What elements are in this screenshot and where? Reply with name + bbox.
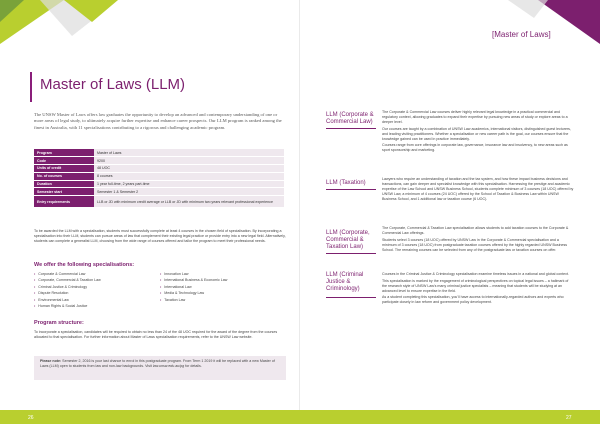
table-value: Master of Laws <box>94 149 284 157</box>
program-info-table <box>34 149 284 208</box>
section-rule <box>326 297 376 298</box>
section-text-criminal-justice <box>382 272 574 307</box>
table-key: Duration <box>34 180 94 188</box>
note-box <box>34 356 286 380</box>
note-end: for details. <box>184 364 202 368</box>
page-title: Master of Laws (LLM) <box>40 76 186 93</box>
title-accent-bar <box>30 72 32 102</box>
list-item: • International Law <box>160 284 227 290</box>
list-item: • Innovation Law <box>160 271 227 277</box>
corner-triangles-decoration <box>0 0 140 60</box>
paragraph: Students select 3 courses (18 UOC) offered by UNSW Law in the Corporate & Commercial specialisation and a minimum of 3 courses (18 UOC) from postgraduate taxation courses offered by the highly regarded UNSW Business School. The remaining courses can be selected from any of the postgraduate law or taxation courses on offer. <box>382 237 568 252</box>
page-number-left: 26 <box>28 415 34 421</box>
program-structure-paragraph: To incorporate a specialisation, candidates will be required to obtain no less than 24 of the 48 UOC required for the award of the degree from the courses allocated to that specialisation. For further information about Master of Laws specialisation requirements, refer to the UNSW Law website. <box>34 330 278 339</box>
section-rule <box>326 128 376 129</box>
table-value: Semester 1 & Semester 2 <box>94 188 284 196</box>
section-heading-corporate-commercial: LLM (Corporate & Commercial Law) <box>326 112 374 125</box>
program-structure-heading: Program structure: <box>34 320 84 326</box>
table-value: LLB or JD with minimum credit average or LLB or JD with minimum two years relevant professional experience <box>94 196 284 208</box>
paragraph: The Corporate & Commercial Law courses deliver highly relevant legal knowledge in a practical commercial and regulatory context, allowing graduates to expand their expertise by pursuing new areas of study or explore areas to a deeper level. <box>382 110 568 124</box>
section-heading-corporate-commercial-taxation: LLM (Corporate, Commercial & Taxation Law) <box>326 230 370 250</box>
list-item: • Environmental Law <box>34 297 101 303</box>
table-value: 48 UOC <box>94 164 284 172</box>
table-row <box>34 149 284 157</box>
list-item: • Human Rights & Social Justice <box>34 303 101 309</box>
list-item: • Criminal Justice & Criminology <box>34 284 101 290</box>
note-label: Please note: <box>40 359 62 363</box>
table-key: Units of credit <box>34 164 94 172</box>
paragraph: This specialisation is marked by the engagement of criminological perspectives on topical legal issues – a hallmark of the research style of UNSW Law's many criminal justice specialists – meaning that students will be studying at an advanced level to ensure expertise in the field. <box>382 278 569 293</box>
table-key: Semester start <box>34 188 94 196</box>
list-item: • Dispute Resolution <box>34 290 101 296</box>
specialisations-heading: We offer the following specialisations: <box>34 262 135 268</box>
section-tag: [Master of Laws] <box>492 30 551 39</box>
specialisations-list-col1 <box>34 271 101 309</box>
table-value: 1 year full-time, 2 years part-time <box>94 180 284 188</box>
paragraph: Courses range from core offerings in corporate law, governance, insurance law and insolvency, to new areas such as sport sponsorship and marketing. <box>382 143 568 153</box>
section-rule <box>326 253 376 254</box>
list-item: • Corporate & Commercial Law <box>34 271 101 277</box>
list-item: • Corporate, Commercial & Taxation Law <box>34 277 101 283</box>
right-page <box>300 0 600 424</box>
table-row <box>34 196 284 208</box>
paragraph: As a student completing this specialisation, you'll have access to internationally-regarded authors and experts who participate closely in law reform and government policy development. <box>382 295 564 305</box>
table-row <box>34 172 284 180</box>
intro-paragraph: The UNSW Master of Laws offers law graduates the opportunity to develop an advanced and contemporary understanding of one or more areas of legal study, to ultimately acquire further expertise and enhance career prospects. Our LLM program is ranked among the finest in Australia, with 11 specialisations contributing to a rigorous and challenging academic program. <box>34 112 282 130</box>
paragraph: Our courses are taught by a combination of UNSW Law academics, international visitors, distinguished guest lecturers, and leading visiting practitioners. Whether a specialisation or new career path is the goal, our courses ensure that the knowledge gained can be used in practice immediately. <box>382 126 571 141</box>
specialisation-paragraph: To be awarded the LLM with a specialisation, students must successfully complete at least 4 courses in the chosen field of specialisation. By incorporating a specialisation into their LLM, students can pursue areas of law that complement their existing legal practice or provide entry into a new legal field. Alternatively, students can complete a generalist LLM, choosing from the wide range of courses offered and tailor the program to meet their professional needs. <box>34 229 286 243</box>
section-heading-criminal-justice: LLM (Criminal Justice & Criminology) <box>326 272 364 292</box>
footer-bar <box>0 410 600 424</box>
note-link[interactable]: law.unsw.edu.au/pg <box>152 364 185 368</box>
section-heading-taxation: LLM (Taxation) <box>326 180 366 186</box>
paragraph: Courses in the Criminal Justice & Criminology specialisation examine timeless issues in a national and global context. <box>382 272 569 276</box>
list-item: • International Business & Economic Law <box>160 277 227 283</box>
list-item: • Taxation Law <box>160 297 227 303</box>
specialisations-list-col2 <box>160 271 227 303</box>
table-row <box>34 188 284 196</box>
paragraph: Lawyers who require an understanding of taxation and the tax system, and how these impact business decisions and transactions, can gain deeper and specialist knowledge with this specialisation. Harnessing the prestige and academic expertise of the Law School and UNSW Business School, students complete minimum of 3 courses (18 UOC) offered by UNSW Law, a minimum of 4 courses (24 UOC) offered by the School of Taxation & Business Law within UNSW Business School, and 1 additional law or taxation course (6 UOC). <box>382 177 574 201</box>
table-row <box>34 180 284 188</box>
list-item: • Media & Technology Law <box>160 290 227 296</box>
table-value: 9200 <box>94 157 284 165</box>
table-row <box>34 164 284 172</box>
table-row <box>34 157 284 165</box>
paragraph: The Corporate, Commercial & Taxation Law specialisation allows students to add taxation courses to the Corporate & Commercial Law offerings. <box>382 226 569 235</box>
table-key: Entry requirements <box>34 196 94 208</box>
table-value: 8 courses <box>94 172 284 180</box>
note-text: Semester 2, 2016 is your last chance to enrol in this postgraduate program. From Term 1 2019 it will be replaced with a new Master of Laws (LLM) open to students from law and non-law backgrounds. Visit <box>40 359 275 368</box>
section-text-corporate-commercial-taxation <box>382 226 574 254</box>
table-key: No. of courses <box>34 172 94 180</box>
section-text-taxation <box>382 177 574 204</box>
table-key: Program <box>34 149 94 157</box>
section-text-corporate-commercial <box>382 110 574 155</box>
section-rule <box>326 189 376 190</box>
page-number-right: 27 <box>566 415 572 421</box>
table-key: Code <box>34 157 94 165</box>
